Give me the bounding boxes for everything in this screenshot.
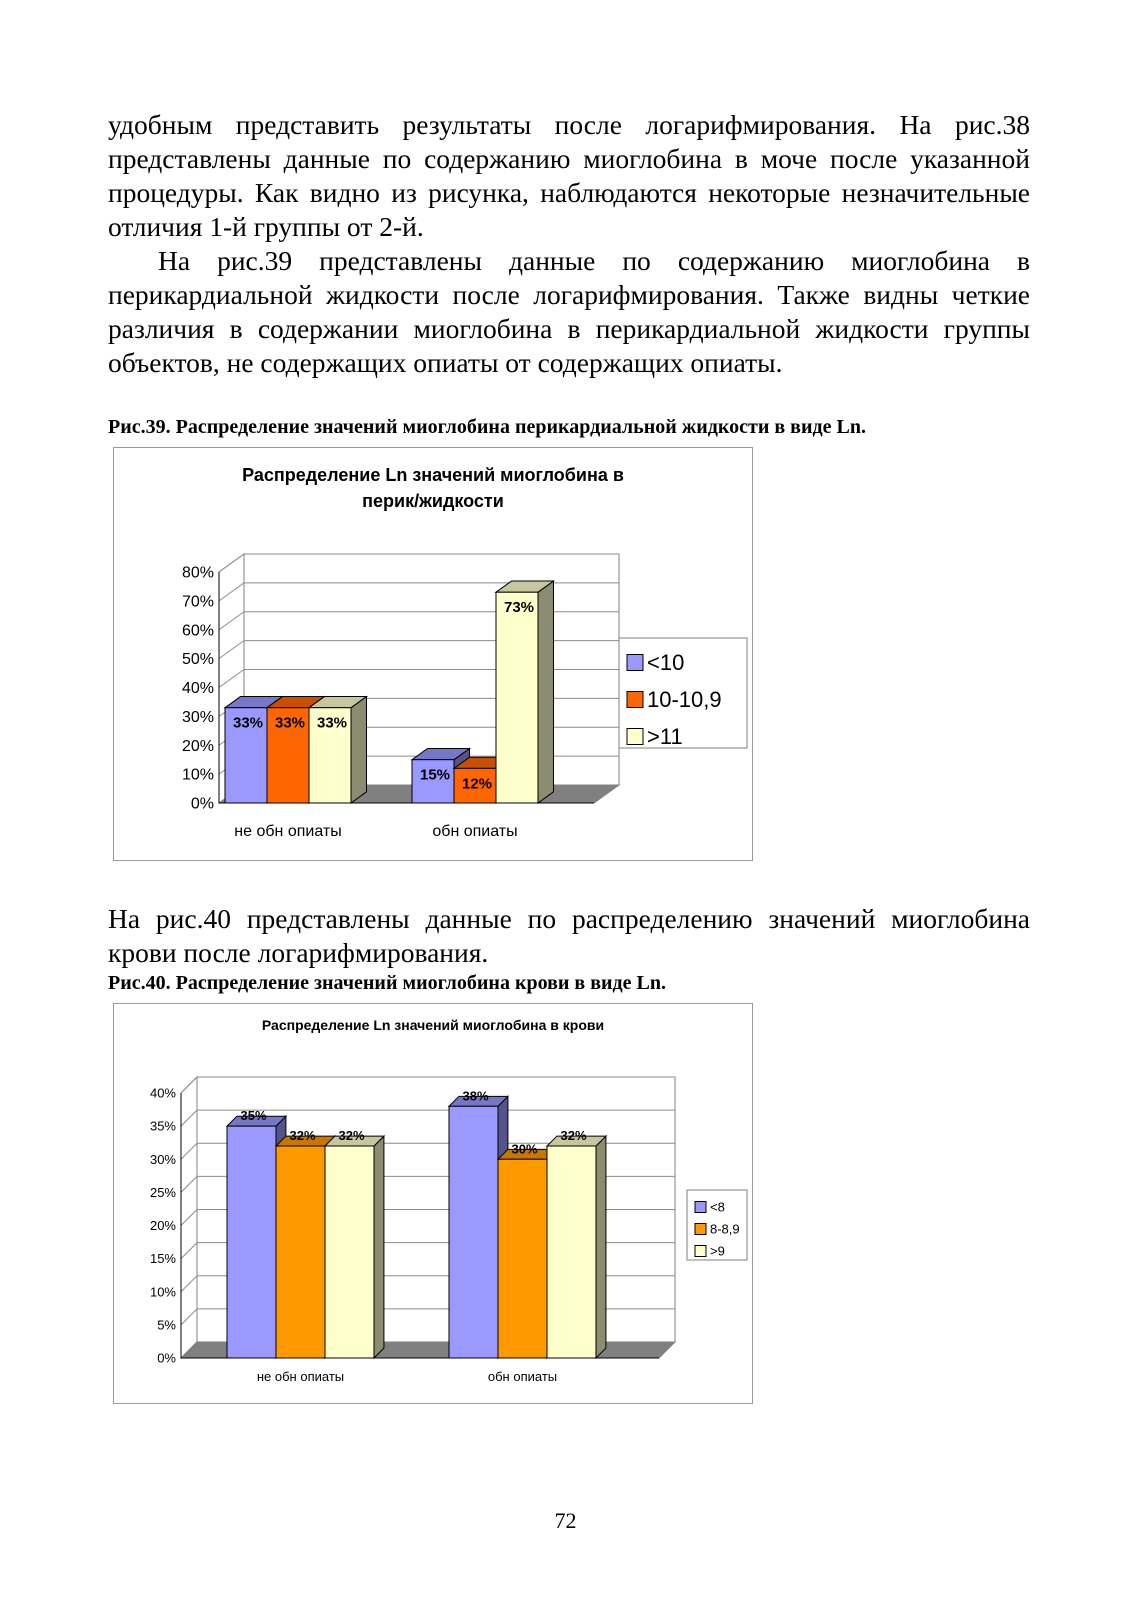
y-tick-label: 60% bbox=[181, 622, 214, 640]
data-label: 33% bbox=[274, 714, 306, 732]
y-tick-label: 10% bbox=[149, 1284, 176, 1300]
data-label: 30% bbox=[511, 1141, 538, 1157]
data-label: 32% bbox=[560, 1128, 587, 1143]
data-label: 35% bbox=[240, 1108, 267, 1124]
paragraph-2: На рис.39 представлены данные по содержанию миоглобина в перикардиальной жидкости после логарифмирования. Также видны четкие различия в содержании миоглобина в перикардиальной жидкости группы объектов, не содержащих опиаты от содержащих опиаты. bbox=[108, 245, 1030, 378]
y-tick-label: 35% bbox=[149, 1118, 176, 1134]
figure-39-caption: Рис.39. Распределение значений миоглобина перикардиальной жидкости в виде Ln. bbox=[108, 416, 866, 438]
y-tick-label: 20% bbox=[181, 737, 214, 755]
figure-39-chart bbox=[113, 447, 753, 861]
figure-40-caption: Рис.40. Распределение значений миоглобина крови в виде Ln. bbox=[108, 972, 667, 994]
data-label: 15% bbox=[419, 766, 451, 784]
legend-label: >9 bbox=[710, 1243, 725, 1259]
data-label: 32% bbox=[289, 1128, 316, 1143]
legend-label: <8 bbox=[710, 1199, 725, 1215]
bar-1-2 bbox=[547, 1146, 596, 1358]
y-tick-label: 15% bbox=[149, 1251, 176, 1267]
chart-title: перик/жидкости bbox=[362, 491, 504, 511]
legend-label: >11 bbox=[647, 724, 683, 750]
y-tick-label: 70% bbox=[181, 593, 214, 611]
bar-side bbox=[538, 581, 554, 803]
legend-label: 8-8,9 bbox=[710, 1221, 740, 1237]
x-category-label: не обн опиаты bbox=[256, 1369, 345, 1384]
bar-0-2 bbox=[325, 1146, 374, 1358]
y-tick-label: 30% bbox=[149, 1151, 176, 1167]
x-category-label: обн опиаты bbox=[432, 823, 518, 840]
paragraph-1: удобным представить результаты после логарифмирования. На рис.38 представлены данные по содержанию миоглобина в моче после указанной процедуры. Как видно из рисунка, наблюдаются некоторые незначительные отличия 1-й группы от 2-й. bbox=[108, 109, 1030, 242]
bar-side bbox=[596, 1136, 606, 1358]
bar-1-0 bbox=[449, 1106, 498, 1358]
y-tick-label: 0% bbox=[190, 795, 214, 813]
chart-title: Распределение Ln значений миоглобина в bbox=[242, 465, 624, 485]
y-tick-label: 40% bbox=[149, 1085, 176, 1101]
legend-label: 10-10,9 bbox=[647, 687, 722, 713]
y-tick-label: 25% bbox=[149, 1184, 176, 1200]
y-tick-label: 80% bbox=[181, 564, 214, 582]
chart-39-svg bbox=[114, 448, 752, 860]
bar-0-0 bbox=[227, 1126, 276, 1358]
bar-1-2 bbox=[496, 592, 538, 803]
legend-label: <10 bbox=[647, 650, 685, 676]
data-label: 32% bbox=[338, 1128, 365, 1143]
bar-0-1 bbox=[276, 1146, 325, 1358]
data-label: 38% bbox=[462, 1088, 489, 1104]
data-label: 33% bbox=[232, 714, 264, 732]
legend-swatch bbox=[695, 1246, 706, 1257]
page-number: 72 bbox=[554, 1508, 577, 1533]
bar-side bbox=[374, 1136, 384, 1358]
paragraph-3: На рис.40 представлены данные по распределению значений миоглобина крови после логарифмирования. bbox=[108, 903, 1030, 968]
legend-swatch bbox=[627, 655, 643, 671]
chart-title: Распределение Ln значений миоглобина в крови bbox=[261, 1017, 605, 1033]
y-tick-label: 5% bbox=[157, 1317, 176, 1333]
x-category-label: обн опиаты bbox=[487, 1369, 558, 1384]
legend-swatch bbox=[695, 1202, 706, 1213]
data-label: 33% bbox=[316, 714, 348, 732]
bar-side bbox=[351, 697, 367, 803]
y-tick-label: 0% bbox=[157, 1350, 176, 1366]
x-category-label: не обн опиаты bbox=[234, 823, 342, 840]
bar-1-1 bbox=[498, 1159, 547, 1358]
legend-swatch bbox=[695, 1224, 706, 1235]
y-tick-label: 50% bbox=[181, 651, 214, 669]
legend-swatch bbox=[627, 692, 643, 708]
data-label: 12% bbox=[461, 775, 493, 793]
y-tick-label: 20% bbox=[149, 1218, 176, 1234]
chart-40-svg bbox=[114, 1004, 752, 1403]
y-tick-label: 40% bbox=[181, 680, 214, 698]
y-tick-label: 30% bbox=[181, 708, 214, 726]
legend-swatch bbox=[627, 729, 643, 745]
data-label: 73% bbox=[503, 599, 535, 617]
y-tick-label: 10% bbox=[181, 766, 214, 784]
figure-40-chart bbox=[113, 1003, 753, 1404]
